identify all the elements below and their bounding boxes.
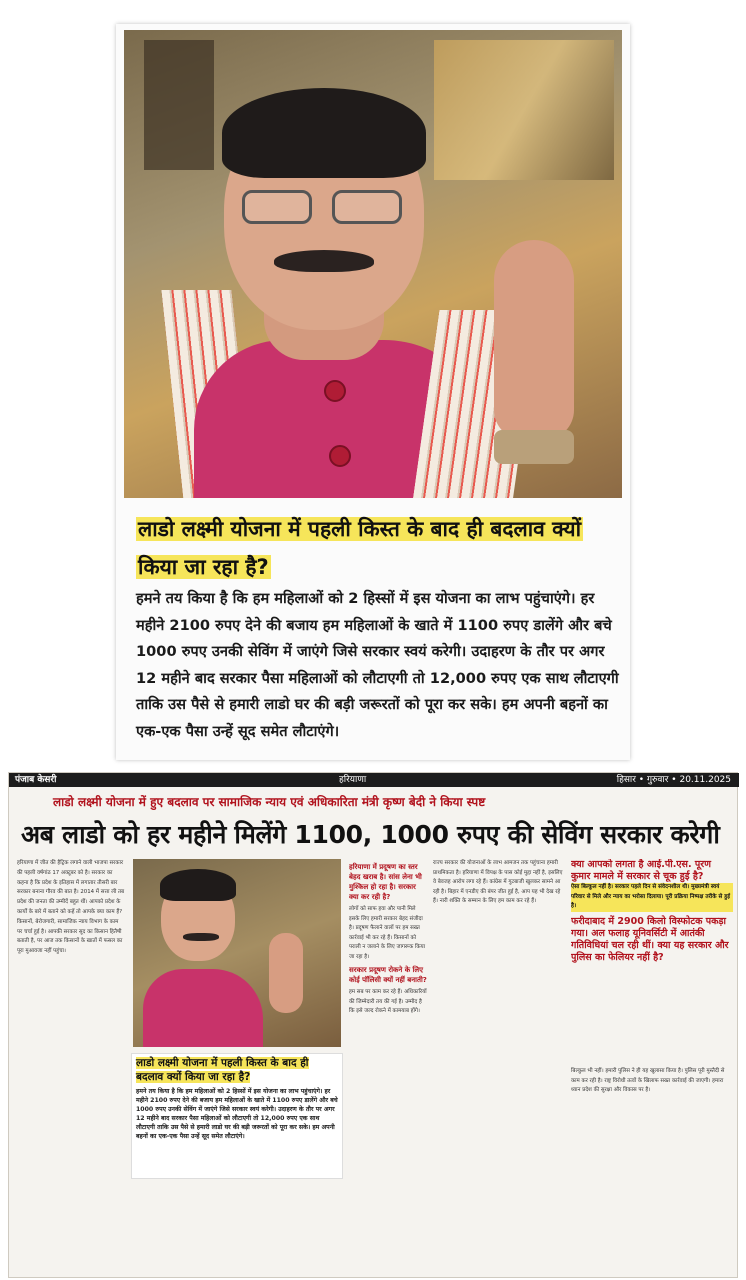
newspaper-clipping [8, 772, 738, 1278]
highlight-title: लाडो लक्ष्मी योजना में पहली किस्त के बाद ही बदलाव क्यों किया जा रहा है? [136, 1057, 309, 1083]
question-policy: सरकार प्रदूषण रोकने के लिए कोई पॉलिसी क्यों नहीं बनाती? [349, 966, 427, 984]
answer-ips-case: ऐसा बिल्कुल नहीं है। सरकार पहले दिन से संवेदनशील थी। मुख्यमंत्री स्वयं परिवार से मिले और न्याय का भरोसा दिलाया। पूरी प्रक्रिया निष्पक्ष तरीके से हुई है। [571, 883, 733, 912]
masthead-section: हरियाणा [339, 775, 367, 785]
question-title: लाडो लक्ष्मी योजना में पहली किस्त के बाद ही बदलाव क्यों किया जा रहा है? [138, 517, 582, 579]
question-pollution: हरियाणा में प्रदूषण का स्तर बेहद खराब है। सांस लेना भी मुश्किल हो रहा है। सरकार क्या कर रही है? [349, 863, 422, 901]
kicker: लाडो लक्ष्मी योजना में हुए बदलाव पर सामाजिक न्याय एवं अधिकारिता मंत्री कृष्ण बेदी ने किया स्पष्ट [53, 795, 486, 809]
article-column-1 [17, 859, 125, 1271]
masthead-paper-name: पंजाब केसरी [15, 775, 57, 785]
interview-card [116, 24, 630, 760]
answer-pollution: लोगों को साफ हवा और पानी मिले इसके लिए हमारी सरकार बेहद संजीदा है। प्रदूषण फैलाने वालों पर हम सख्त कार्रवाई भी कर रहे हैं। किसानों को पराली न जलाने के लिए जागरूक किया जा रहा है। [349, 906, 426, 960]
masthead-dateline: हिसार • गुरुवार • 20.11.2025 [616, 775, 731, 785]
minister-photo [124, 30, 622, 498]
question-faridabad: फरीदाबाद में 2900 किलो विस्फोटक पकड़ा गया। अल फलाह यूनिवर्सिटी में आतंकी गतिविधियां चल रही थीं। क्या यह सरकार और पुलिस का फेलियर नहीं है? [571, 915, 729, 963]
column-1-text: हरियाणा में जीत की हैट्रिक लगाने वाली भाजपा सरकार की पहली वर्षगांठ 17 अक्टूबर को है। सरकार का कहना है कि प्रदेश के इतिहास में लगातार तीसरी बार सरकार बनाना गौरव की बात है। 2014 में सत्ता ली तब प्रदेश की जनता की उम्मीदें बहुत थीं। आपको प्रदेश के कार्यों के बारे में बताने को कहें तो आपके क्या काम हैं? किसानों, बेरोजगारी, सामाजिक न्याय विभाग के काम पर चर्चा हुई है। आपकी सरकार सूद का किसान हितैषी बताती है, पर आज तक किसानों के खातों में फसल का पूरा मुआवजा नहीं पहुंचा। [17, 860, 125, 955]
highlight-box [131, 1053, 343, 1179]
answer-faridabad: बिल्कुल भी नहीं। हमारी पुलिस ने ही यह खुलासा किया है। पुलिस पूरी मुस्तैदी से काम कर रही है। राष्ट्र विरोधी तत्वों के खिलाफ सख्त कार्रवाई की जाएगी। हमारा ध्यान प्रदेश की सुरक्षा और विकास पर है। [571, 1068, 725, 1093]
answer-policy: हम सब पर काम कर रहे हैं। अधिकारियों की जिम्मेदारी तय की गई है। उम्मीद है कि इसे जल्द रोकने में कामयाब होंगे। [349, 989, 427, 1014]
answer-body: हमने तय किया है कि हम महिलाओं को 2 हिस्सों में इस योजना का लाभ पहुंचाएंगे। हर महीने 2100 रुपए देने की बजाय हम महिलाओं के खाते में 1100 रुपए डालेंगे और बचे 1000 रुपए उनकी सेविंग में जाएंगे जिसे सरकार स्वयं करेगी। उदाहरण के तौर पर अगर 12 महीने बाद सरकार पैसा महिलाओं को लौटाएगी तो 12,000 रुपए एक साथ लौटाएगी ताकि उस पैसे से हमारी लाडो घर की बड़ी जरूरतों को पूरा कर सके। हम अपनी बहनों का एक-एक पैसा उन्हें सूद समेत लौटाएंगे। [136, 590, 619, 740]
article-column-3 [349, 859, 427, 1271]
column-4-text: राज्य सरकार की योजनाओं के लाभ आमजन तक पहुंचाना हमारी प्राथमिकता है। हरियाणा में विपक्ष के पास कोई मुद्दा नहीं है, इसलिए वे बेवजह आरोप लगा रहे हैं। कांग्रेस में गुटबाजी खुलकर सामने आ रही है। बिहार में एनडीए की बंपर जीत हुई है, आप यह भी देख रहे हैं। नारी शक्ति के सम्मान के लिए हम काम कर रहे हैं। [433, 860, 563, 904]
masthead [9, 773, 739, 787]
headline: अब लाडो को हर महीने मिलेंगे 1100, 1000 रुपए की सेविंग सरकार करेगी [21, 820, 720, 849]
article-column-5-lower [571, 1067, 733, 1267]
article-column-4 [433, 859, 565, 1271]
highlight-body: हमने तय किया है कि हम महिलाओं को 2 हिस्सों में इस योजना का लाभ पहुंचाएंगे। हर महीने 2100 रुपए देने की बजाय हम महिलाओं के खाते में 1100 रुपए डालेंगे और बचे 1000 रुपए उनकी सेविंग में जाएंगे जिसे सरकार स्वयं करेगी। उदाहरण के तौर पर अगर 12 महीने बाद सरकार पैसा महिलाओं को लौटाएगी तो 12,000 रुपए एक साथ लौटाएगी ताकि उस पैसे से हमारी लाडो घर की बड़ी जरूरतों को पूरा कर सके। हम अपनी बहनों का एक-एक पैसा उन्हें सूद समेत लौटाएंगे। [136, 1088, 338, 1140]
article-column-5 [571, 859, 733, 1059]
newspaper-photo [133, 859, 341, 1047]
question-ips-case: क्या आपको लगता है आई.पी.एस. पूरण कुमार मामले में सरकार से चूक हुई है? [571, 859, 712, 882]
